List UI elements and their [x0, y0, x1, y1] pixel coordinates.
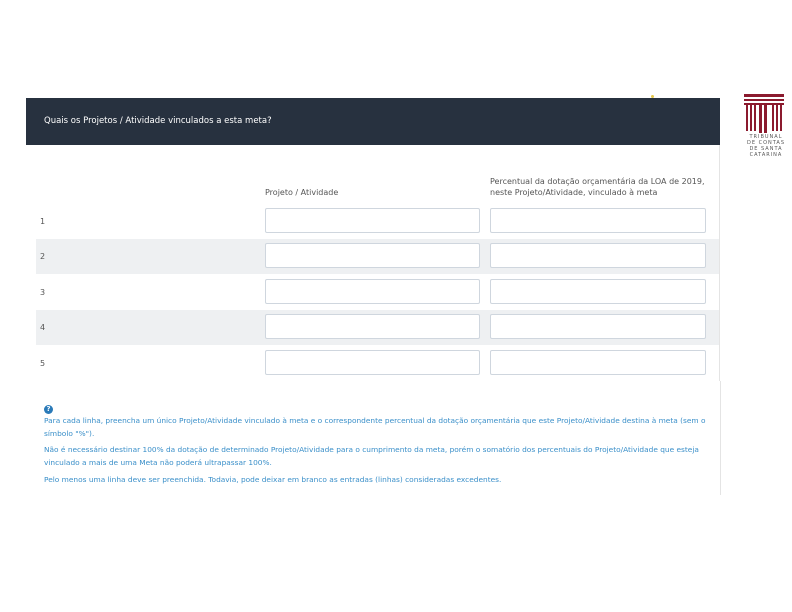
projects-table	[26, 145, 720, 381]
table-row	[36, 239, 719, 274]
table-row	[36, 275, 719, 310]
help-text-percent-rule: Não é necessário destinar 100% da dotação de determinado Projeto/Atividade para o cumprimento da meta, porém o somatório dos percentuais do Projeto/Atividade que esteja vinculado a mais de uma Meta não poderá ultrapassar 100%.	[44, 445, 699, 467]
percentual-input[interactable]	[490, 243, 706, 268]
row-number: 2	[40, 252, 46, 261]
question-title: Quais os Projetos / Atividade vinculados a esta meta?	[44, 116, 272, 126]
projeto-input[interactable]	[265, 314, 480, 339]
column-header-percentual: Percentual da dotação orçamentária da LOA de 2019, neste Projeto/Atividade, vinculado à meta	[490, 177, 705, 197]
help-text-minimum-row: Pelo menos uma linha deve ser preenchida. Todavia, pode deixar em branco as entradas (linhas) consideradas excedentes.	[44, 475, 502, 484]
percentual-input[interactable]	[490, 350, 706, 375]
question-header	[26, 98, 720, 145]
percentual-input[interactable]	[490, 314, 706, 339]
projeto-input[interactable]	[265, 208, 480, 233]
table-row	[36, 346, 719, 381]
table-row	[36, 310, 719, 345]
help-text-instructions: Para cada linha, preencha um único Projeto/Atividade vinculado à meta e o correspondente percentual da dotação orçamentária que este Projeto/Atividade destina à meta (sem o símbolo "%").	[44, 416, 706, 438]
question-circle-icon: ?	[44, 405, 53, 414]
logo-text: TRIBUNAL DE CONTAS DE SANTA CATARINA	[746, 134, 786, 158]
projeto-input[interactable]	[265, 243, 480, 268]
row-number: 4	[40, 323, 46, 332]
row-number: 3	[40, 288, 46, 297]
projeto-input[interactable]	[265, 350, 480, 375]
row-number: 1	[40, 217, 46, 226]
table-row	[36, 204, 719, 239]
help-section	[26, 381, 721, 495]
percentual-input[interactable]	[490, 279, 706, 304]
projeto-input[interactable]	[265, 279, 480, 304]
row-number: 5	[40, 359, 46, 368]
column-header-projeto: Projeto / Atividade	[265, 188, 339, 197]
percentual-input[interactable]	[490, 208, 706, 233]
